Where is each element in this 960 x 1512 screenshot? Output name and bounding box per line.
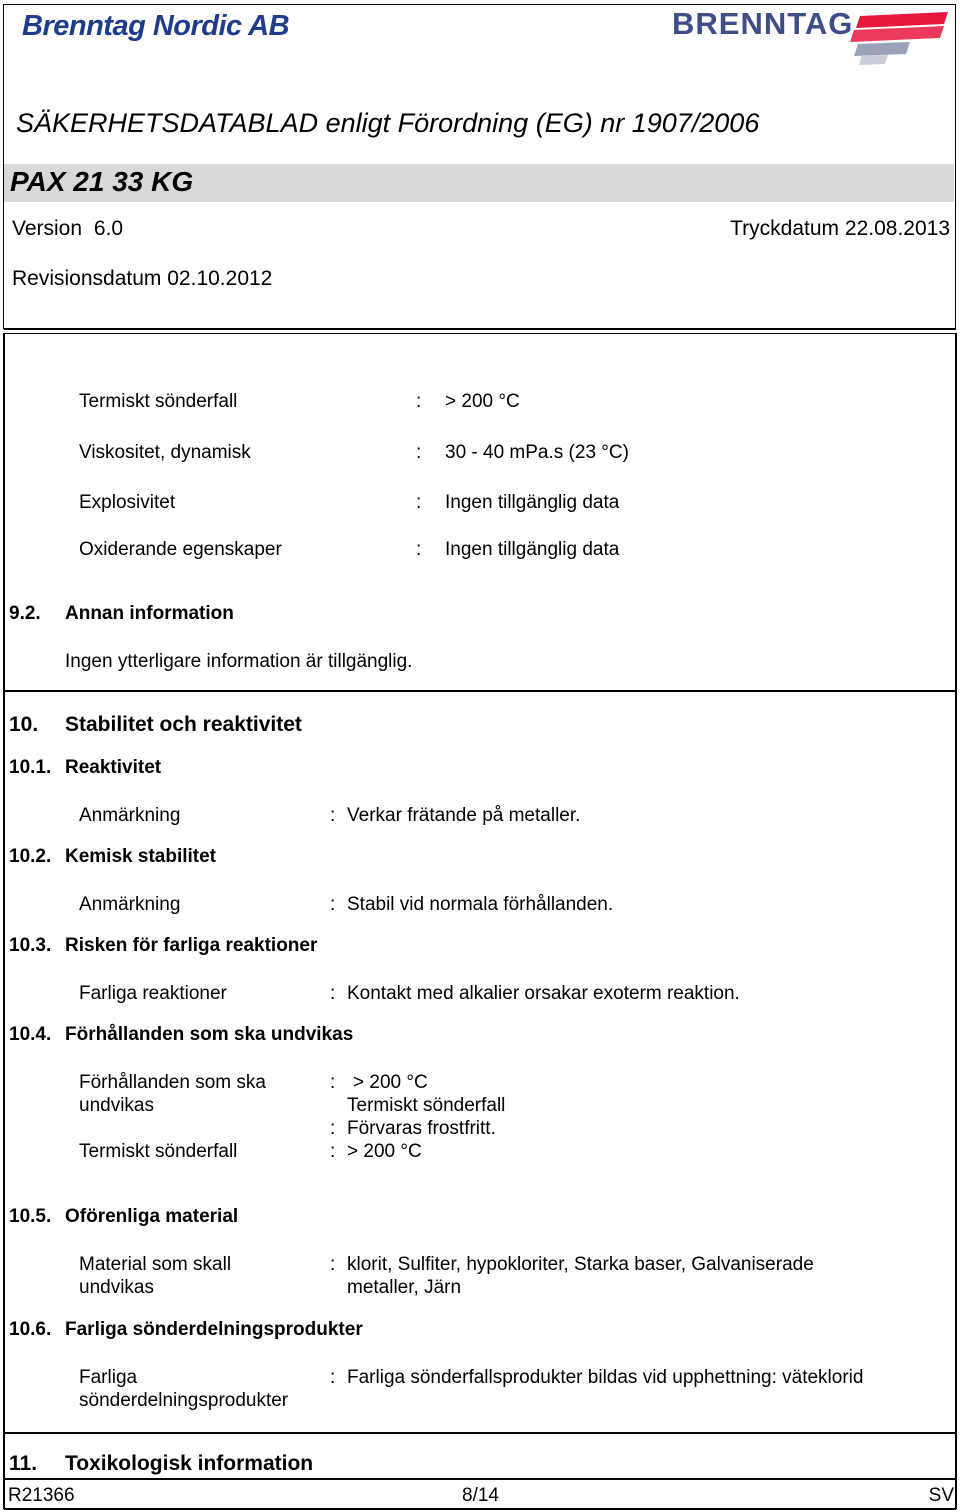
property-colon: : [416, 539, 422, 560]
section-10-number: 10. [9, 713, 39, 736]
footer-language: SV [928, 1485, 954, 1506]
header-frame-top [3, 4, 956, 5]
conditions-colon: : [330, 1118, 336, 1139]
property-colon: : [416, 442, 422, 463]
version-value: 6.0 [93, 217, 124, 240]
header-frame-right [955, 4, 956, 329]
version-label: Version [12, 217, 83, 240]
property-value: > 200 °C [445, 391, 520, 412]
revision-date-label: Revisionsdatum [12, 267, 162, 290]
section-10-4-number: 10.4. [9, 1024, 52, 1045]
company-name: Brenntag Nordic AB [22, 10, 290, 42]
body-frame-left [3, 333, 5, 1509]
materials-value-line1: klorit, Sulfiter, hypokloriter, Starka baser, Galvaniserade [347, 1254, 814, 1275]
hazard-value: Kontakt med alkalier orsakar exoterm reaktion. [347, 983, 740, 1004]
property-label: Viskositet, dynamisk [79, 442, 251, 463]
revision-date-value: 02.10.2012 [167, 267, 273, 290]
section-10-6-title: Farliga sönderdelningsprodukter [65, 1319, 363, 1340]
conditions-value-line1: > 200 °C [353, 1072, 428, 1093]
logo-text: BRENNTAG [672, 6, 854, 41]
remark-colon: : [330, 894, 336, 915]
remark-label: Anmärkning [79, 894, 181, 915]
property-colon: : [416, 492, 422, 513]
property-value: 30 - 40 mPa.s (23 °C) [445, 442, 629, 463]
section-10-5-title: Oförenliga material [65, 1206, 239, 1227]
conditions-label-line2: undvikas [79, 1095, 154, 1116]
decomposition-value: Farliga sönderfallsprodukter bildas vid upphettning: väteklorid [347, 1367, 864, 1388]
print-date [730, 217, 950, 241]
section-divider [4, 690, 956, 692]
footer-bottom-rule [4, 1508, 956, 1510]
footer-page-number: 8/14 [462, 1485, 499, 1506]
section-9-2-text: Ingen ytterligare information är tillgänglig. [65, 651, 413, 672]
decomposition-colon: : [330, 1367, 336, 1388]
print-date-value: 22.08.2013 [844, 217, 950, 240]
section-10-4-title: Förhållanden som ska undvikas [65, 1024, 354, 1045]
property-label: Oxiderande egenskaper [79, 539, 282, 560]
hazard-colon: : [330, 983, 336, 1004]
thermal-value: > 200 °C [347, 1141, 422, 1162]
section-10-title: Stabilitet och reaktivitet [65, 713, 302, 736]
decomposition-label-line1: Farliga [79, 1367, 138, 1388]
materials-colon: : [330, 1254, 336, 1275]
section-10-1-title: Reaktivitet [65, 757, 162, 778]
section-9-2-number: 9.2. [9, 603, 41, 624]
property-value: Ingen tillgänglig data [445, 539, 620, 560]
section-10-6-number: 10.6. [9, 1319, 52, 1340]
brenntag-logo [672, 6, 950, 66]
product-name: PAX 21 33 KG [10, 166, 194, 197]
section-10-1-number: 10.1. [9, 757, 52, 778]
section-10-2-number: 10.2. [9, 846, 52, 867]
materials-value-line2: metaller, Järn [347, 1277, 462, 1298]
property-label: Explosivitet [79, 492, 176, 513]
thermal-label: Termiskt sönderfall [79, 1141, 238, 1162]
document-title: SÄKERHETSDATABLAD enligt Förordning (EG) nr 1907/2006 [16, 108, 760, 138]
revision-date [12, 267, 272, 291]
decomposition-label-line2: sönderdelningsprodukter [79, 1390, 289, 1411]
footer-rule [4, 1478, 956, 1480]
materials-label-line1: Material som skall [79, 1254, 232, 1275]
section-divider [4, 1432, 956, 1434]
header-rule-2 [4, 333, 956, 334]
section-10-3-number: 10.3. [9, 935, 52, 956]
section-10-5-number: 10.5. [9, 1206, 52, 1227]
body-frame-right [955, 333, 957, 1509]
property-colon: : [416, 391, 422, 412]
remark-value: Stabil vid normala förhållanden. [347, 894, 614, 915]
version [12, 217, 123, 241]
print-date-label: Tryckdatum [730, 217, 840, 240]
thermal-colon: : [330, 1141, 336, 1162]
property-value: Ingen tillgänglig data [445, 492, 620, 513]
conditions-colon: : [330, 1072, 336, 1093]
remark-value: Verkar frätande på metaller. [347, 805, 581, 826]
section-11-number: 11. [9, 1452, 38, 1475]
footer-doc-id: R21366 [8, 1485, 75, 1506]
logo-swoosh-icon [840, 6, 950, 68]
remark-label: Anmärkning [79, 805, 181, 826]
property-label: Termiskt sönderfall [79, 391, 238, 412]
conditions-value-line3: Förvaras frostfritt. [347, 1118, 496, 1139]
section-9-2-title: Annan information [65, 603, 234, 624]
section-10-3-title: Risken för farliga reaktioner [65, 935, 318, 956]
header-rule-1 [4, 328, 956, 330]
remark-colon: : [330, 805, 336, 826]
materials-label-line2: undvikas [79, 1277, 154, 1298]
hazard-label: Farliga reaktioner [79, 983, 227, 1004]
conditions-label-line1: Förhållanden som ska [79, 1072, 266, 1093]
section-10-2-title: Kemisk stabilitet [65, 846, 216, 867]
conditions-value-line2: Termiskt sönderfall [347, 1095, 506, 1116]
section-11-title: Toxikologisk information [65, 1452, 314, 1475]
